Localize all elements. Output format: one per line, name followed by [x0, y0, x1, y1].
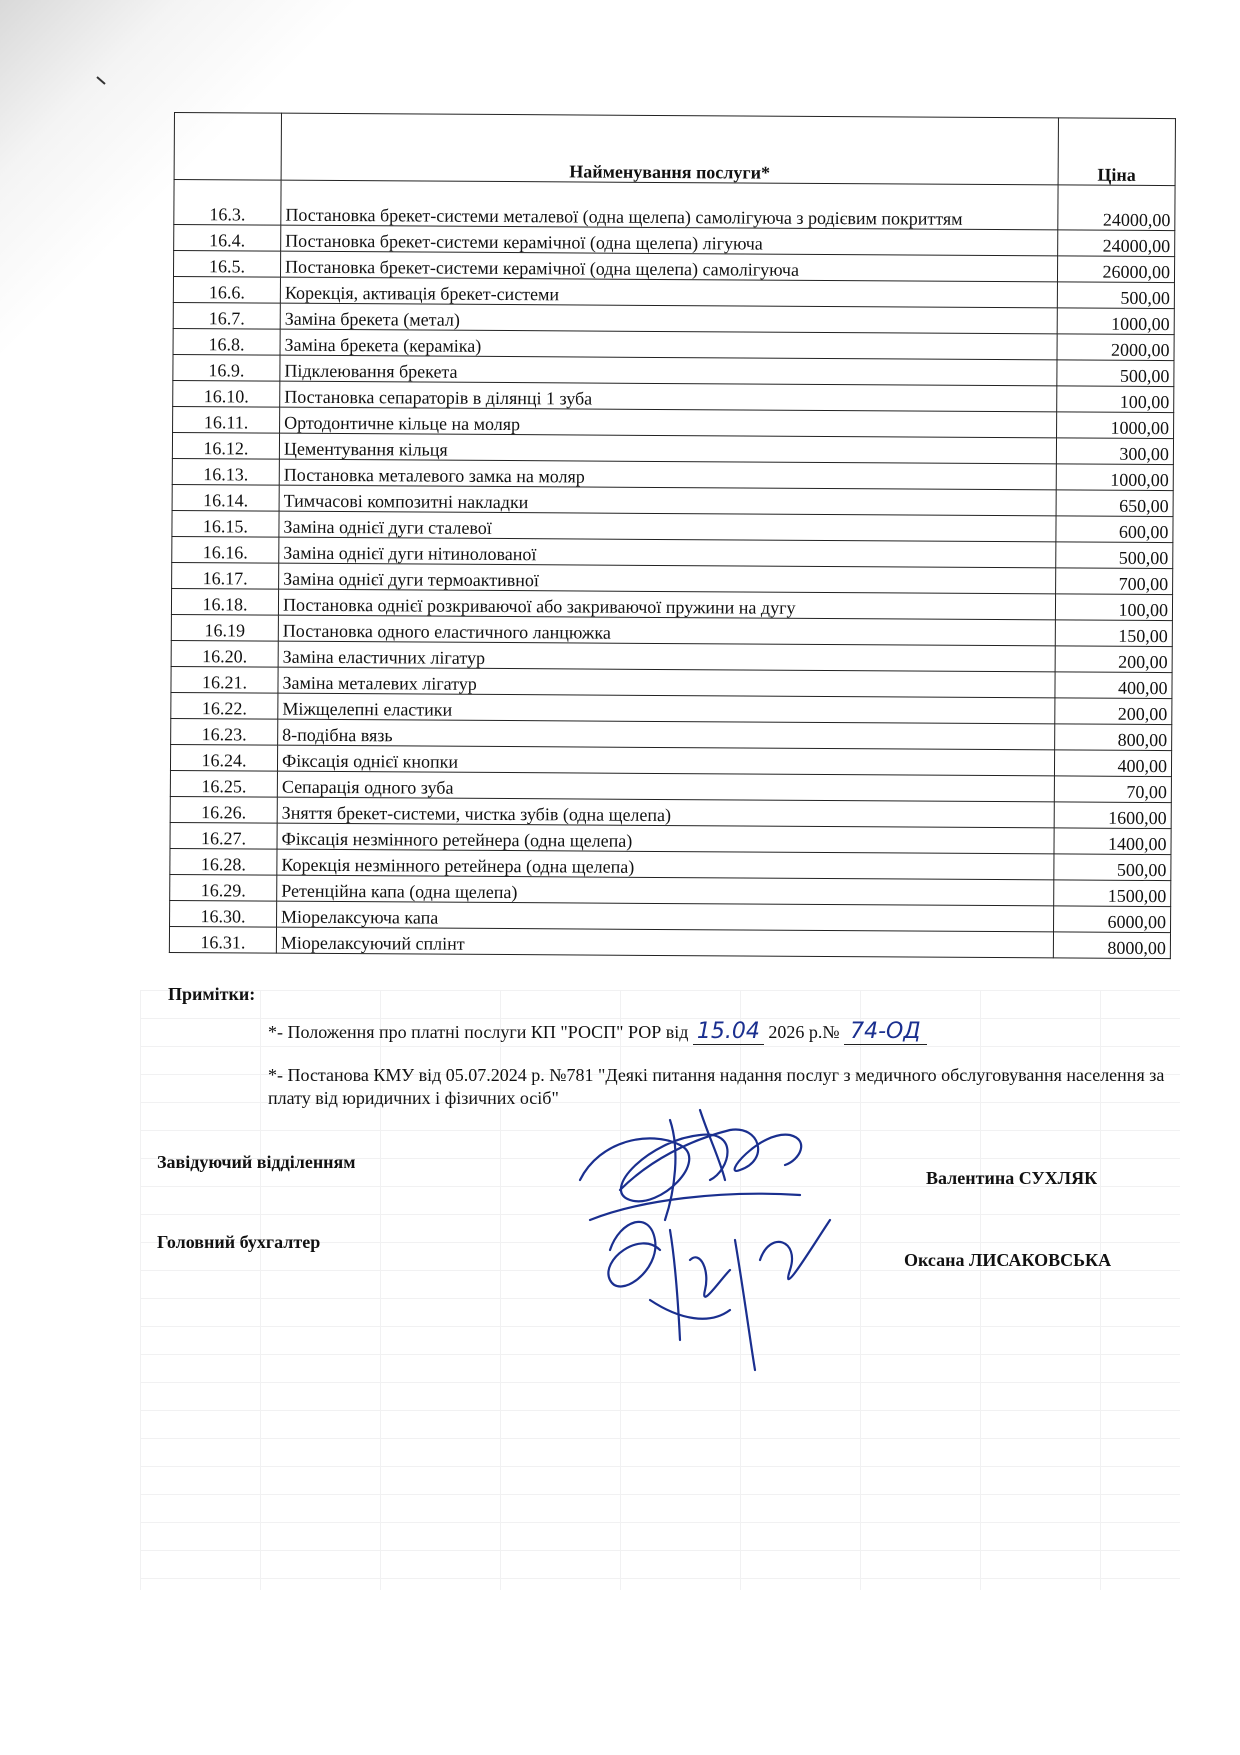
- row-service-name: Заміна брекета (метал): [280, 303, 1057, 334]
- row-price: 500,00: [1054, 854, 1171, 881]
- corner-mark-icon: [95, 75, 115, 95]
- row-service-name: Зняття брекет-системи, чистка зубів (одна щелепа): [277, 797, 1054, 828]
- row-number: 16.13.: [172, 458, 279, 485]
- row-price: 6000,00: [1054, 906, 1171, 933]
- row-number: 16.20.: [171, 640, 278, 667]
- row-number: 16.27.: [170, 822, 277, 849]
- accountant-name: Оксана ЛИСАКОВСЬКА: [904, 1250, 1112, 1270]
- row-price: 200,00: [1055, 646, 1172, 673]
- row-price: 100,00: [1055, 594, 1172, 621]
- row-service-name: Постановка сепараторів в ділянці 1 зуба: [280, 381, 1057, 412]
- table-body: [169, 180, 1175, 959]
- row-number: 16.4.: [174, 225, 281, 252]
- row-number: 16.11.: [173, 406, 280, 433]
- row-service-name: Ретенційна капа (одна щелепа): [277, 875, 1054, 906]
- row-price: 800,00: [1055, 724, 1172, 751]
- row-service-name: Міжщелепні еластики: [278, 693, 1055, 724]
- notes-section: [168, 984, 1178, 1110]
- row-service-name: Постановка брекет-системи металевої (одна щелепа) самолігуюча з родієвим покриттям: [281, 180, 1058, 230]
- row-price: 24000,00: [1058, 185, 1175, 231]
- row-service-name: Заміна однієї дуги термоактивної: [279, 563, 1056, 594]
- row-service-name: Фіксація однієї кнопки: [277, 745, 1054, 776]
- note-resolution: *- Постанова КМУ від 05.07.2024 р. №781 "Деякі питання надання послуг з медичного обслуговування населення за плату від юридичних і фізичних осіб": [268, 1065, 1165, 1108]
- header-number-cell: [174, 113, 281, 181]
- accountant-title: Головний бухгалтер: [157, 1232, 321, 1252]
- row-number: 16.10.: [173, 380, 280, 407]
- row-number: 16.14.: [172, 484, 279, 511]
- row-number: 16.16.: [172, 536, 279, 563]
- head-name: Валентина СУХЛЯК: [926, 1168, 1098, 1188]
- row-service-name: Заміна однієї дуги нітинолованої: [279, 537, 1056, 568]
- handwritten-order-number: 74-ОД: [844, 1019, 926, 1045]
- row-number: 16.5.: [173, 251, 280, 278]
- row-service-name: Ортодонтичне кільце на моляр: [280, 407, 1057, 438]
- row-price: 300,00: [1056, 438, 1173, 465]
- row-price: 1400,00: [1054, 828, 1171, 855]
- handwritten-signatures-icon: [560, 1100, 880, 1400]
- row-number: 16.17.: [172, 562, 279, 589]
- row-service-name: Фіксація незмінного ретейнера (одна щелепа): [277, 823, 1054, 854]
- row-number: 16.6.: [173, 277, 280, 304]
- row-price: 1000,00: [1057, 308, 1174, 335]
- header-price-cell: Ціна: [1058, 118, 1175, 186]
- row-service-name: Міорелаксуючий сплінт: [276, 927, 1053, 958]
- row-service-name: Підклеювання брекета: [280, 355, 1057, 386]
- row-number: 16.3.: [174, 180, 281, 226]
- row-service-name: Корекція незмінного ретейнера (одна щелепа): [277, 849, 1054, 880]
- row-number: 16.19: [171, 614, 278, 641]
- row-service-name: Постановка одного еластичного ланцюжка: [278, 615, 1055, 646]
- row-number: 16.9.: [173, 354, 280, 381]
- row-service-name: 8-подібна вязь: [278, 719, 1055, 750]
- note-regulation: [268, 1019, 1178, 1044]
- header-name-cell: Найменування послуги*: [281, 113, 1058, 185]
- row-number: 16.12.: [172, 432, 279, 459]
- row-service-name: Заміна брекета (кераміка): [280, 329, 1057, 360]
- row-number: 16.24.: [170, 744, 277, 771]
- row-price: 26000,00: [1057, 256, 1174, 283]
- row-service-name: Заміна однієї дуги сталевої: [279, 511, 1056, 542]
- table-header-row: [174, 113, 1175, 186]
- row-price: 150,00: [1055, 620, 1172, 647]
- row-number: 16.15.: [172, 510, 279, 537]
- row-price: 100,00: [1057, 386, 1174, 413]
- row-price: 600,00: [1056, 516, 1173, 543]
- row-price: 500,00: [1057, 282, 1174, 309]
- row-price: 650,00: [1056, 490, 1173, 517]
- row-price: 200,00: [1055, 698, 1172, 725]
- row-price: 700,00: [1056, 568, 1173, 595]
- row-price: 500,00: [1057, 360, 1174, 387]
- row-price: 8000,00: [1053, 932, 1170, 959]
- row-service-name: Постановка металевого замка на моляр: [279, 459, 1056, 490]
- row-price: 1000,00: [1056, 464, 1173, 491]
- table-row: [174, 180, 1175, 231]
- notes-title: Примітки:: [168, 984, 256, 1004]
- row-number: 16.26.: [170, 796, 277, 823]
- row-price: 2000,00: [1057, 334, 1174, 361]
- row-price: 1600,00: [1054, 802, 1171, 829]
- row-price: 1000,00: [1057, 412, 1174, 439]
- row-price: 70,00: [1054, 776, 1171, 803]
- row-service-name: Постановка однієї розкриваючої або закриваючої пружини на дугу: [278, 589, 1055, 620]
- row-number: 16.28.: [170, 848, 277, 875]
- row-price: 1500,00: [1054, 880, 1171, 907]
- row-number: 16.8.: [173, 328, 280, 355]
- row-number: 16.29.: [170, 874, 277, 901]
- note-regulation-year: 2026 р.№: [768, 1022, 840, 1042]
- row-service-name: Заміна металевих лігатур: [278, 667, 1055, 698]
- row-service-name: Постановка брекет-системи керамічної (одна щелепа) лігуюча: [281, 225, 1058, 256]
- row-number: 16.18.: [171, 588, 278, 615]
- row-price: 400,00: [1054, 750, 1171, 777]
- row-service-name: Сепарація одного зуба: [277, 771, 1054, 802]
- row-service-name: Корекція, активація брекет-системи: [280, 277, 1057, 308]
- table-row: [169, 926, 1170, 958]
- row-price: 400,00: [1055, 672, 1172, 699]
- row-number: 16.25.: [170, 770, 277, 797]
- row-number: 16.31.: [169, 926, 276, 953]
- row-number: 16.22.: [171, 692, 278, 719]
- row-service-name: Постановка брекет-системи керамічної (одна щелепа) самолігуюча: [280, 251, 1057, 282]
- head-title: Завідуючий відділенням: [157, 1152, 356, 1172]
- row-price: 24000,00: [1058, 230, 1175, 257]
- price-table: [169, 112, 1176, 959]
- row-number: 16.7.: [173, 302, 280, 329]
- row-number: 16.21.: [171, 666, 278, 693]
- row-number: 16.23.: [171, 718, 278, 745]
- row-number: 16.30.: [170, 900, 277, 927]
- row-price: 500,00: [1056, 542, 1173, 569]
- handwritten-date: 15.04: [693, 1019, 764, 1045]
- row-service-name: Міорелаксуюча капа: [277, 901, 1054, 932]
- note-regulation-text: *- Положення про платні послуги КП "РОСП" РОР від: [268, 1022, 689, 1042]
- row-service-name: Цементування кільця: [279, 433, 1056, 464]
- row-service-name: Заміна еластичних лігатур: [278, 641, 1055, 672]
- row-service-name: Тимчасові композитні накладки: [279, 485, 1056, 516]
